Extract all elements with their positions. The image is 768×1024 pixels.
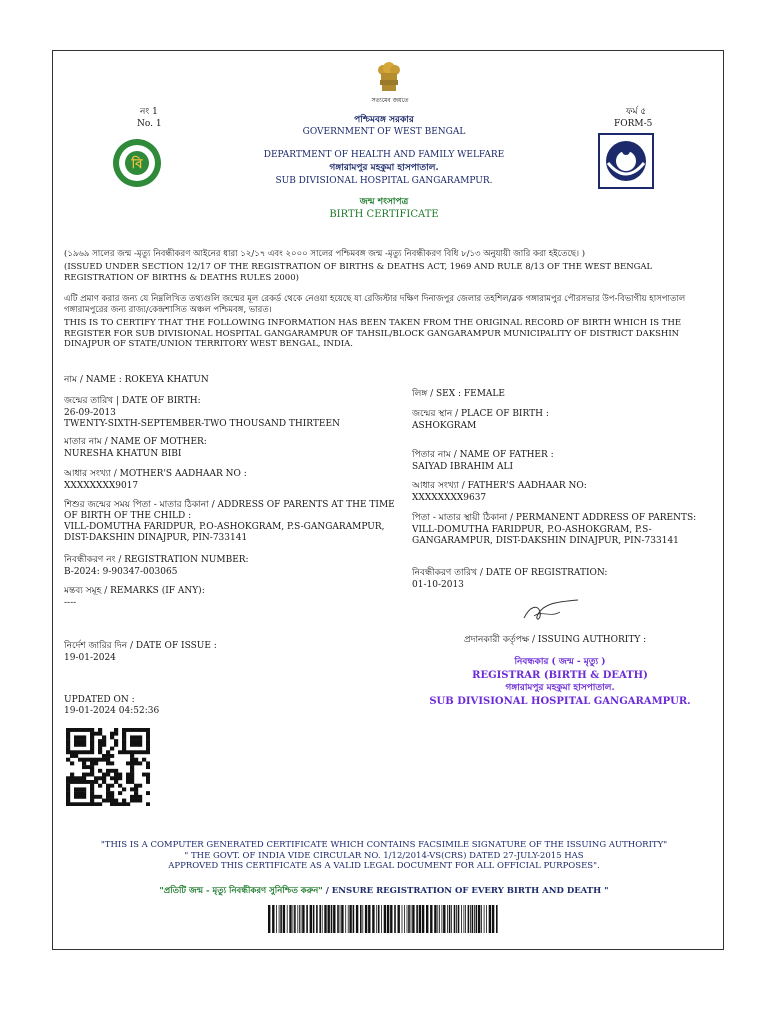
certificate-title-en: BIRTH CERTIFICATE bbox=[329, 209, 439, 220]
qr-code-icon bbox=[66, 728, 150, 806]
certify-en: THIS IS TO CERTIFY THAT THE FOLLOWING INFORMATION HAS BEEN TAKEN FROM THE ORIGINAL RECORD OF BIRTH WHICH IS THE REGISTER FOR SUB DIVISIONAL HOSPITAL GANGARAMPUR OF TAHSIL/BLOCK GANGARAMPUR MUNICIPALITY OF DISTRICT DAKSHIN DINAJPUR OF STATE/UNION TERRITORY WEST BENGAL, INDIA. bbox=[64, 318, 682, 349]
ensure-registration-bn: "প্রতিটি জন্ম - মৃত্যু নিবন্ধীকরণ সুনিশ্চিত করুন" bbox=[159, 886, 323, 896]
place-of-birth-label: জন্মের স্থান / PLACE OF BIRTH : bbox=[412, 409, 549, 419]
father-aadhaar-label: আধার সংখ্যা / FATHER'S AADHAAR NO: bbox=[412, 481, 587, 491]
remarks-value: ---- bbox=[64, 598, 77, 608]
dob-value: 26-09-2013 bbox=[64, 408, 116, 418]
footer-note-3: APPROVED THIS CERTIFICATE AS A VALID LEGAL DOCUMENT FOR ALL OFFICIAL PURPOSES". bbox=[168, 861, 600, 871]
issued-under-en: (ISSUED UNDER SECTION 12/17 OF THE REGISTRATION OF BIRTHS & DEATHS ACT, 1969 AND RULE 8/13 OF THE WEST BENGAL REGISTRATION OF BIRTHS & DEATHS RULES 2000) bbox=[64, 262, 653, 283]
registration-date-label: নিবন্ধীকরণ তারিখ / DATE OF REGISTRATION: bbox=[412, 568, 608, 578]
remarks-label: মন্তব্য সমূহ / REMARKS (IF ANY): bbox=[64, 586, 205, 596]
registration-number-value: B-2024: 9-90347-003065 bbox=[64, 567, 178, 577]
number-bn: নং 1 bbox=[140, 107, 158, 117]
department-title: DEPARTMENT OF HEALTH AND FAMILY WELFARE bbox=[263, 150, 505, 160]
place-of-birth-value: ASHOKGRAM bbox=[412, 421, 477, 431]
svg-text:বি: বি bbox=[131, 157, 143, 172]
health-department-logo-icon bbox=[598, 133, 654, 189]
address-at-birth-label: শিশুর জন্মের সময় পিতা - মাতার ঠিকানা / ADDRESS OF PARENTS AT THE TIME OF BIRTH OF THE CHILD : bbox=[64, 500, 395, 521]
footer-note-2: " THE GOVT. OF INDIA VIDE CIRCULAR NO. 1/12/2014-VS(CRS) DATED 27-JULY-2015 HAS bbox=[184, 851, 584, 861]
biswa-bangla-seal-icon bbox=[112, 138, 162, 188]
registration-date-value: 01-10-2013 bbox=[412, 580, 464, 590]
form-en: FORM-5 bbox=[614, 119, 653, 129]
registrar-bn: নিবন্ধকার ( জন্ম - মৃত্যু ) bbox=[514, 657, 606, 667]
certificate-title-bn: জন্ম শংসাপত্র bbox=[359, 197, 409, 207]
registrar-hospital-bn: গঙ্গারামপুর মহকুমা হাসপাতাল. bbox=[505, 683, 615, 693]
emblem-motto: সত্যমেব জয়তে bbox=[371, 97, 409, 104]
hospital-bn: গঙ্গারামপুর মহকুমা হাসপাতাল. bbox=[329, 163, 439, 173]
issued-under-bn: (১৯৬৯ সালের জন্ম -মৃত্যু নিবন্ধীকরণ আইনের ধারা ১২/১৭ এবং ২০০০ সালের পশ্চিমবঙ্গ জন্ম -মৃত্যু নিবন্ধীকরণ বিধি ৮/১৩ অনুযায়ী জারি করা হইতেছে। ) bbox=[64, 249, 586, 259]
form-bn: ফর্ম ৫ bbox=[626, 107, 647, 117]
updated-on-label: UPDATED ON : bbox=[64, 695, 135, 705]
child-name: নাম / NAME : ROKEYA KHATUN bbox=[64, 375, 209, 385]
father-name-value: SAIYAD IBRAHIM ALI bbox=[412, 462, 513, 472]
signature-icon bbox=[520, 598, 582, 626]
date-of-issue-value: 19-01-2024 bbox=[64, 653, 116, 663]
issuing-authority-label: প্রদানকারী কর্তৃপক্ষ / ISSUING AUTHORITY : bbox=[464, 635, 647, 645]
hospital-en: SUB DIVISIONAL HOSPITAL GANGARAMPUR. bbox=[275, 176, 493, 186]
permanent-address-value: VILL-DOMUTHA FARIDPUR, P.O-ASHOKGRAM, P.S-GANGARAMPUR, DIST-DAKSHIN DINAJPUR, PIN-733141 bbox=[412, 525, 679, 546]
sex: লিঙ্গ / SEX : FEMALE bbox=[412, 389, 505, 399]
father-aadhaar-value: XXXXXXXX9637 bbox=[412, 493, 487, 503]
national-emblem-icon bbox=[372, 58, 406, 96]
mother-aadhaar-label: আধার সংখ্যা / MOTHER'S AADHAAR NO : bbox=[64, 469, 247, 479]
footer-note-1: "THIS IS A COMPUTER GENERATED CERTIFICATE WHICH CONTAINS FACSIMILE SIGNATURE OF THE ISSUING AUTHORITY" bbox=[100, 840, 668, 850]
govt-en: GOVERNMENT OF WEST BENGAL bbox=[302, 127, 466, 137]
permanent-address-label: পিতা - মাতার স্থায়ী ঠিকানা / PERMANENT ADDRESS OF PARENTS: bbox=[412, 513, 697, 523]
address-at-birth-value: VILL-DOMUTHA FARIDPUR, P.O-ASHOKGRAM, P.S-GANGARAMPUR, DIST-DAKSHIN DINAJPUR, PIN-733141 bbox=[64, 522, 385, 543]
dob-words: TWENTY-SIXTH-SEPTEMBER-TWO THOUSAND THIRTEEN bbox=[64, 419, 340, 429]
barcode-icon bbox=[268, 905, 500, 933]
registrar-en: REGISTRAR (BIRTH & DEATH) bbox=[472, 670, 648, 681]
ensure-registration-en: / ENSURE REGISTRATION OF EVERY BIRTH AND DEATH " bbox=[322, 886, 609, 896]
registration-number-label: নিবন্ধীকরণ নং / REGISTRATION NUMBER: bbox=[64, 555, 249, 565]
govt-bn: পশ্চিমবঙ্গ সরকার bbox=[354, 115, 414, 125]
mother-aadhaar-value: XXXXXXXX9017 bbox=[64, 481, 139, 491]
number-en: No. 1 bbox=[137, 119, 162, 129]
dob-label: জন্মের তারিখ | DATE OF BIRTH: bbox=[64, 396, 201, 406]
date-of-issue-label: নির্দেশ জারির দিন / DATE OF ISSUE : bbox=[64, 641, 217, 651]
registrar-hospital-en: SUB DIVISIONAL HOSPITAL GANGARAMPUR. bbox=[429, 696, 691, 707]
mother-name-value: NURESHA KHATUN BIBI bbox=[64, 449, 182, 459]
mother-name-label: মাতার নাম / NAME OF MOTHER: bbox=[64, 437, 207, 447]
updated-on-value: 19-01-2024 04:52:36 bbox=[64, 706, 160, 716]
father-name-label: পিতার নাম / NAME OF FATHER : bbox=[412, 450, 554, 460]
certify-bn: এটি প্রমাণ করার জন্য যে নিম্নলিখিত তথ্যগুলি জন্মের মূল রেকর্ড থেকে নেওয়া হয়েছে যা রেজিস্টার দক্ষিণ দিনাজপুর জেলার তহশিল/ব্লক গঙ্গারামপুর পৌরসভার উপ-বিভাগীয় হাসপাতাল গঙ্গারামপুরের জন্য রাজ্য/কেন্দ্রশাসিত অঞ্চল পশ্চিমবঙ্গ, ভারত। bbox=[64, 294, 686, 315]
ensure-registration bbox=[84, 886, 684, 897]
